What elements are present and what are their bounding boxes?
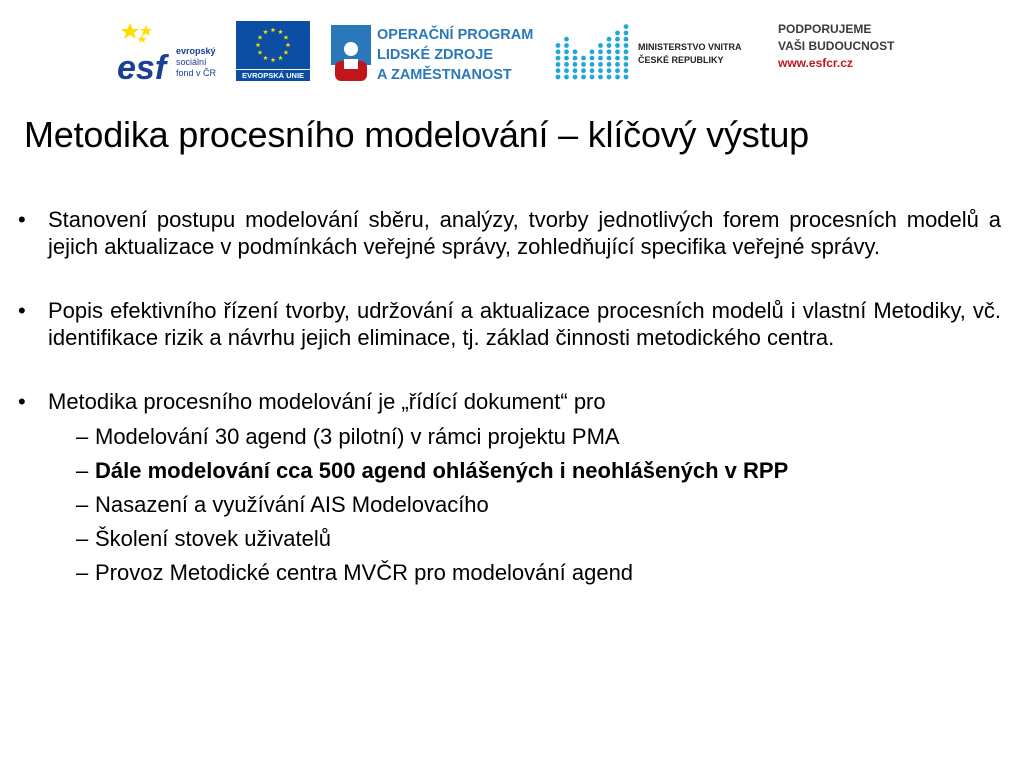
bullet-item — [18, 388, 1001, 415]
esf-logo-text — [176, 46, 216, 79]
svg-text:esf: esf — [117, 49, 167, 81]
mvcr-dot — [556, 68, 561, 73]
bullet-marker: • — [18, 389, 26, 414]
mvcr-dot — [590, 68, 595, 73]
mvcr-dot — [581, 68, 586, 73]
mvcr-dot — [564, 37, 569, 42]
mvcr-dot — [590, 56, 595, 61]
mvcr-text-line: MINISTERSTVO VNITRA — [638, 42, 742, 52]
dash-marker: – — [76, 492, 89, 517]
mvcr-dot — [581, 62, 586, 67]
mvcr-text-line: ČESKÉ REPUBLIKY — [638, 55, 724, 65]
mvcr-dot — [573, 56, 578, 61]
podporujeme-logo — [778, 21, 918, 81]
mvcr-dot — [564, 62, 569, 67]
sub-item — [76, 423, 1001, 450]
mvcr-dot — [573, 49, 578, 54]
esf-logo — [116, 21, 234, 81]
mvcr-dot — [615, 75, 620, 80]
mvcr-dot — [624, 49, 629, 54]
mvcr-dot — [590, 62, 595, 67]
mvcr-dot — [556, 49, 561, 54]
mvcr-logo — [553, 21, 763, 81]
mvcr-dot — [581, 56, 586, 61]
op-text-line: OPERAČNÍ PROGRAM — [377, 27, 534, 43]
mvcr-dot — [556, 62, 561, 67]
mvcr-dot — [624, 56, 629, 61]
mvcr-dot — [624, 62, 629, 67]
mvcr-dot — [598, 49, 603, 54]
dash-marker: – — [76, 526, 89, 551]
bullet-marker: • — [18, 298, 26, 323]
podporujeme-line: VAŠI BUDOUCNOST — [778, 39, 895, 53]
mvcr-dot — [607, 56, 612, 61]
op-lzz-logo — [331, 21, 541, 83]
mvcr-dot — [564, 43, 569, 48]
bullet-text: Metodika procesního modelování je „řídící dokument“ pro — [48, 389, 606, 414]
mvcr-dot — [573, 75, 578, 80]
mvcr-dot — [607, 75, 612, 80]
mvcr-dot — [615, 49, 620, 54]
mvcr-dot — [556, 43, 561, 48]
dash-marker: – — [76, 560, 89, 585]
mvcr-dot — [607, 43, 612, 48]
bullet-text: Stanovení postupu modelování sběru, analýzy, tvorby jednotlivých forem procesních modelů a jejich aktualizace v podmínkách veřejné správy, zohledňující specifika veřejné správy. — [48, 207, 1001, 259]
mvcr-dot — [615, 31, 620, 36]
sub-item-text: Provoz Metodické centra MVČR pro modelování agend — [95, 560, 634, 585]
mvcr-dot — [556, 56, 561, 61]
mvcr-dot — [564, 68, 569, 73]
sub-item-text: Modelování 30 agend (3 pilotní) v rámci projektu PMA — [95, 424, 620, 449]
mvcr-dot — [624, 68, 629, 73]
mvcr-dot — [624, 31, 629, 36]
sub-item — [76, 457, 1001, 484]
mvcr-dot — [590, 49, 595, 54]
slide-title: Metodika procesního modelování – klíčový výstup — [24, 114, 810, 155]
dash-marker: – — [76, 424, 89, 449]
esf-text-line: fond v ČR — [176, 68, 217, 78]
mvcr-dot — [598, 56, 603, 61]
mvcr-dot — [564, 56, 569, 61]
mvcr-dot — [624, 43, 629, 48]
esf-text-line: evropský — [176, 46, 216, 56]
mvcr-dot — [590, 75, 595, 80]
dash-marker: – — [76, 458, 89, 483]
esfcr-url: www.esfcr.cz — [778, 56, 853, 70]
op-text-line: A ZAMĚSTNANOST — [377, 67, 512, 83]
bullet-text: Popis efektivního řízení tvorby, udržování a aktualizace procesních modelů i vlastní Metodiky, vč. identifikace rizik a návrhu jejich eliminace, tj. základ činnosti metodického centra. — [48, 298, 1001, 350]
mvcr-dot — [624, 24, 629, 29]
logo-bar — [0, 0, 1024, 96]
sub-item — [76, 525, 1001, 552]
sub-list — [18, 423, 1001, 586]
mvcr-dot — [556, 75, 561, 80]
mvcr-dot — [598, 75, 603, 80]
eu-logo — [236, 21, 310, 81]
sub-item-text: Dále modelování cca 500 agend ohlášených i neohlášených v RPP — [95, 458, 789, 483]
mvcr-dot — [615, 62, 620, 67]
bullet-marker: • — [18, 207, 26, 232]
op-person-icon — [331, 21, 373, 83]
sub-item-text: Nasazení a využívání AIS Modelovacího — [95, 492, 489, 517]
sub-item-text: Školení stovek uživatelů — [95, 526, 332, 551]
mvcr-dot — [607, 68, 612, 73]
op-logo-text — [377, 25, 533, 85]
eu-flag-icon — [236, 21, 310, 69]
bullet-item — [18, 206, 1001, 260]
bullet-item — [18, 297, 1001, 351]
eu-logo-text: EVROPSKÁ UNIE — [236, 70, 310, 81]
mvcr-dot — [624, 37, 629, 42]
mvcr-dot — [615, 37, 620, 42]
mvcr-dot — [598, 43, 603, 48]
sub-item — [76, 491, 1001, 518]
mvcr-dot — [564, 49, 569, 54]
mvcr-dot — [607, 37, 612, 42]
mvcr-dot — [564, 75, 569, 80]
mvcr-dot — [615, 43, 620, 48]
podporujeme-line: PODPORUJEME — [778, 22, 872, 36]
esf-text-line: sociální — [176, 57, 207, 67]
mvcr-dot — [598, 62, 603, 67]
op-text-line: LIDSKÉ ZDROJE — [377, 47, 494, 63]
mvcr-dot — [573, 68, 578, 73]
mvcr-dot — [607, 62, 612, 67]
slide-body — [18, 206, 1001, 593]
mvcr-dot — [615, 56, 620, 61]
mvcr-dot — [624, 75, 629, 80]
sub-item — [76, 559, 1001, 586]
mvcr-dots-icon — [553, 21, 633, 81]
mvcr-dot — [573, 62, 578, 67]
mvcr-dot — [581, 75, 586, 80]
mvcr-dot — [607, 49, 612, 54]
mvcr-dot — [598, 68, 603, 73]
mvcr-dot — [615, 68, 620, 73]
podporujeme-text — [778, 21, 918, 72]
mvcr-logo-text — [638, 41, 742, 67]
esf-logo-icon — [116, 21, 178, 81]
